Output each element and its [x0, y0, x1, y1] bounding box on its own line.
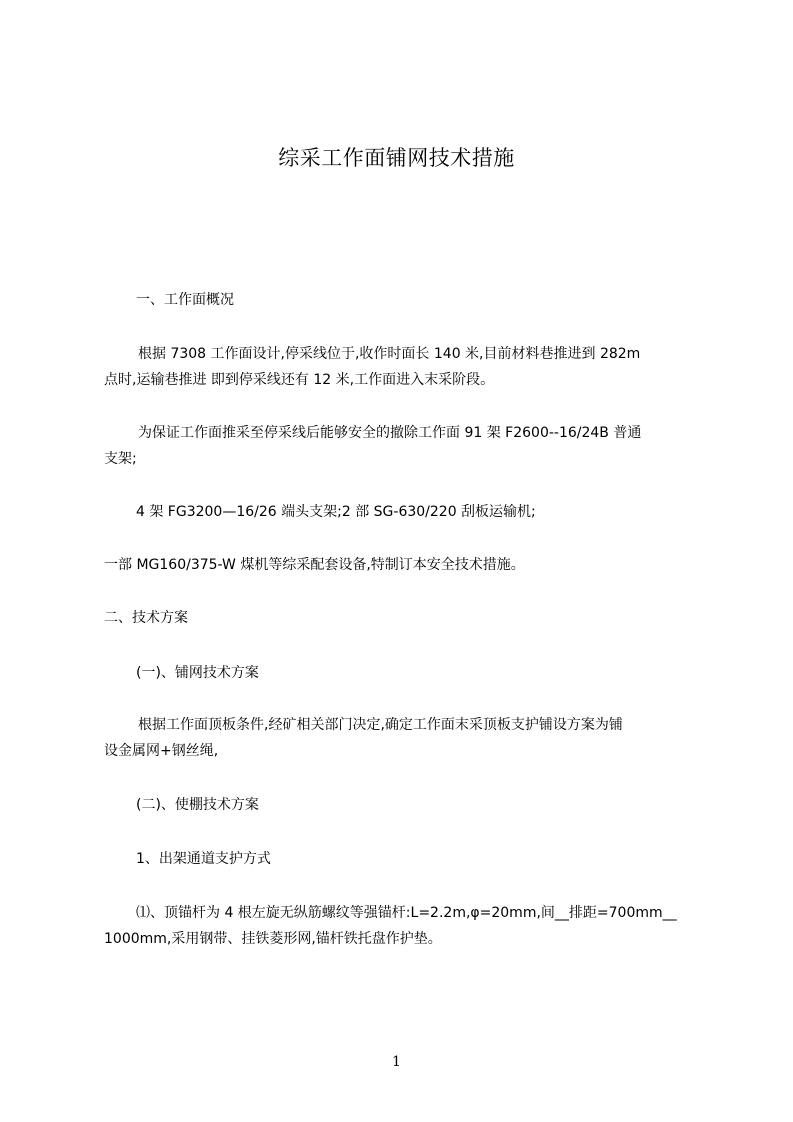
page-number: 1: [392, 1054, 401, 1070]
section-heading-overview: 一、工作面概况: [136, 292, 234, 308]
paragraph-line: 点时,运输巷推进 即到停采线还有 12 米,工作面进入末采阶段。: [104, 372, 495, 388]
paragraph-roof-bolts: [104, 900, 704, 952]
paragraph-line: 1000mm,采用钢带、挂铁菱形网,锚杆铁托盘作护垫。: [104, 931, 442, 947]
paragraph-line: ⑴、顶锚杆为 4 根左旋无纵筋螺纹等强锚杆:L=2.2m,φ=20mm,间__排距=700mm__: [136, 905, 677, 921]
paragraph-shearer: 一部 MG160/375-W 煤机等综采配套设备,特制订本安全技术措施。: [104, 557, 525, 573]
section-heading-technical-plan: 二、技术方案: [104, 610, 188, 626]
paragraph-line: 根据 7308 工作面设计,停采线位于,收作时面长 140 米,目前材料巷推进到 282m: [138, 346, 641, 362]
paragraph-mesh-plan: [104, 712, 704, 764]
subsection-heading-mesh-plan: (一)、铺网技术方案: [136, 665, 259, 681]
document-title: 综采工作面铺网技术措施: [278, 146, 515, 170]
paragraph-face-design: [104, 341, 704, 393]
paragraph-line: 设金属网+钢丝绳,: [104, 743, 219, 759]
subsection-heading-channel-support: 1、出架通道支护方式: [136, 851, 271, 867]
paragraph-line: 根据工作面顶板条件,经矿相关部门决定,确定工作面末采顶板支护铺设方案为铺: [138, 717, 623, 733]
paragraph-end-supports: 4 架 FG3200—16/26 端头支架;2 部 SG-630/220 刮板运输机;: [136, 504, 536, 520]
paragraph-line: 支架;: [104, 451, 137, 467]
paragraph-safety-purpose: [104, 420, 704, 472]
subsection-heading-shed-plan: (二)、使棚技术方案: [136, 797, 259, 813]
paragraph-line: 为保证工作面推采至停采线后能够安全的撤除工作面 91 架 F2600--16/24B 普通: [138, 425, 642, 441]
